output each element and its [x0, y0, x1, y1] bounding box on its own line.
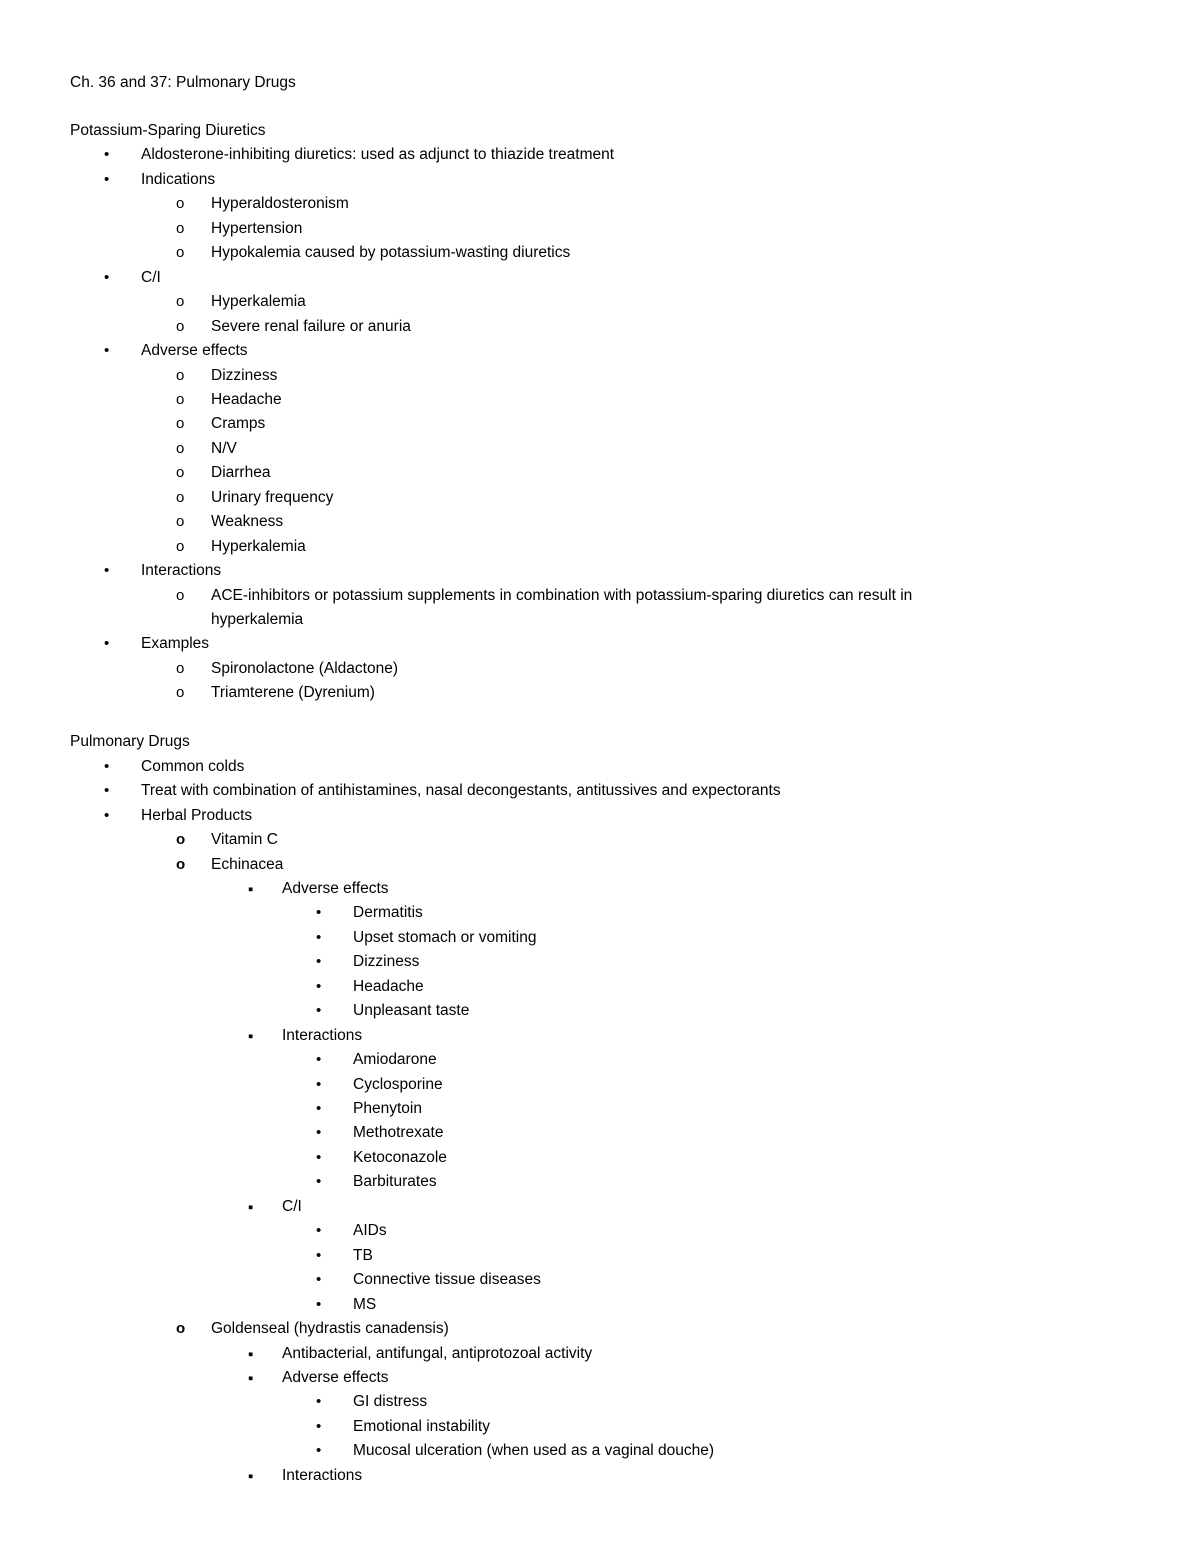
- square-bullet-icon: ▪: [248, 1198, 254, 1216]
- list-item: Triamterene (Dyrenium): [211, 684, 375, 702]
- list-item: MS: [353, 1295, 377, 1313]
- list-item: Mucosal ulceration (when used as a vaginal douche): [353, 1442, 715, 1460]
- circle-bullet-icon: o: [176, 1320, 186, 1338]
- list-item: Dizziness: [211, 366, 278, 384]
- circle-bullet-icon: o: [176, 293, 185, 311]
- circle-bullet-icon: o: [176, 464, 185, 482]
- list-item: Barbiturates: [353, 1173, 437, 1191]
- list-item: Treat with combination of antihistamines, nasal decongestants, antitussives and expectorants: [141, 782, 781, 800]
- list-item: Unpleasant taste: [353, 1002, 470, 1020]
- bullet-icon: •: [316, 1393, 322, 1411]
- list-item: Severe renal failure or anuria: [211, 317, 411, 335]
- bullet-icon: •: [316, 953, 322, 971]
- list-item: Interactions: [282, 1026, 363, 1044]
- bullet-icon: •: [104, 146, 110, 164]
- list-item: AIDs: [353, 1222, 387, 1240]
- circle-bullet-icon: o: [176, 831, 186, 849]
- list-item: Diarrhea: [211, 464, 271, 482]
- list-item: Hyperaldosteronism: [211, 195, 349, 213]
- list-item: Spironolactone (Aldactone): [211, 659, 398, 677]
- circle-bullet-icon: o: [176, 244, 185, 262]
- list-item: Cramps: [211, 415, 266, 433]
- bullet-icon: •: [104, 782, 110, 800]
- bullet-icon: •: [316, 1075, 322, 1093]
- list-item: Examples: [141, 635, 210, 653]
- circle-bullet-icon: o: [176, 586, 185, 604]
- circle-bullet-icon: o: [176, 659, 185, 677]
- section-heading: Pulmonary Drugs: [70, 733, 190, 751]
- list-item: Interactions: [282, 1466, 363, 1484]
- page-title: Ch. 36 and 37: Pulmonary Drugs: [70, 74, 296, 91]
- circle-bullet-icon: o: [176, 439, 185, 457]
- circle-bullet-icon: o: [176, 684, 185, 702]
- list-item: Emotional instability: [353, 1417, 490, 1435]
- circle-bullet-icon: o: [176, 537, 185, 555]
- list-item: N/V: [211, 439, 237, 457]
- list-item: Herbal Products: [141, 806, 253, 824]
- list-item: Ketoconazole: [353, 1148, 447, 1166]
- list-item: Amiodarone: [353, 1051, 437, 1069]
- bullet-icon: •: [104, 806, 110, 824]
- list-item: Common colds: [141, 757, 245, 775]
- bullet-icon: •: [316, 1124, 322, 1142]
- bullet-icon: •: [316, 904, 322, 922]
- list-item: Phenytoin: [353, 1100, 422, 1117]
- list-item: C/I: [141, 268, 161, 286]
- square-bullet-icon: ▪: [248, 880, 254, 898]
- circle-bullet-icon: o: [176, 219, 185, 237]
- list-item: Connective tissue diseases: [353, 1271, 541, 1289]
- list-item: C/I: [282, 1197, 302, 1215]
- bullet-icon: •: [104, 757, 110, 775]
- list-item: Adverse effects: [141, 342, 248, 360]
- list-item: Cyclosporine: [353, 1075, 443, 1093]
- bullet-icon: •: [316, 1222, 322, 1240]
- bullet-icon: •: [316, 1148, 322, 1166]
- list-item: Aldosterone-inhibiting diuretics: used as adjunct to thiazide treatment: [141, 146, 615, 164]
- bullet-icon: •: [316, 1442, 322, 1460]
- list-item: Headache: [211, 390, 282, 408]
- list-item: Upset stomach or vomiting: [353, 928, 537, 946]
- list-item: Adverse effects: [282, 1368, 389, 1386]
- list-item: Adverse effects: [282, 879, 389, 897]
- list-item: Hypokalemia caused by potassium-wasting diuretics: [211, 244, 571, 262]
- bullet-icon: •: [316, 1002, 322, 1020]
- bullet-icon: •: [316, 1246, 322, 1264]
- circle-bullet-icon: o: [176, 488, 185, 506]
- list-item: Vitamin C: [211, 831, 278, 849]
- list-item: Interactions: [141, 562, 222, 580]
- circle-bullet-icon: o: [176, 513, 185, 531]
- list-item: Echinacea: [211, 855, 284, 873]
- bullet-icon: •: [104, 562, 110, 580]
- square-bullet-icon: ▪: [248, 1369, 254, 1387]
- circle-bullet-icon: o: [176, 195, 185, 213]
- bullet-icon: •: [316, 1173, 322, 1191]
- bullet-icon: •: [316, 977, 322, 995]
- circle-bullet-icon: o: [176, 366, 185, 384]
- bullet-icon: •: [316, 1271, 322, 1289]
- list-item: Dizziness: [353, 953, 420, 971]
- list-item: Urinary frequency: [211, 488, 334, 506]
- square-bullet-icon: ▪: [248, 1345, 254, 1363]
- list-item: GI distress: [353, 1393, 428, 1411]
- bullet-icon: •: [316, 1417, 322, 1435]
- list-item: Methotrexate: [353, 1124, 444, 1142]
- list-item: Goldenseal (hydrastis canadensis): [211, 1320, 449, 1338]
- list-item: ACE-inhibitors or potassium supplements in combination with potassium-sparing diuretics can result in: [211, 586, 913, 604]
- list-item: hyperkalemia: [211, 611, 304, 628]
- square-bullet-icon: ▪: [248, 1027, 254, 1045]
- list-item: Antibacterial, antifungal, antiprotozoal activity: [282, 1344, 593, 1362]
- circle-bullet-icon: o: [176, 317, 185, 335]
- circle-bullet-icon: o: [176, 390, 185, 408]
- list-item: Dermatitis: [353, 904, 423, 922]
- list-item: Hyperkalemia: [211, 293, 306, 311]
- bullet-icon: •: [316, 1051, 322, 1069]
- section-heading: Potassium-Sparing Diuretics: [70, 122, 266, 139]
- bullet-icon: •: [316, 1295, 322, 1313]
- list-item: Hypertension: [211, 219, 303, 237]
- bullet-icon: •: [104, 170, 110, 188]
- bullet-icon: •: [316, 928, 322, 946]
- list-item: Indications: [141, 170, 216, 188]
- circle-bullet-icon: o: [176, 415, 185, 433]
- list-item: TB: [353, 1246, 373, 1264]
- circle-bullet-icon: o: [176, 855, 186, 873]
- list-item: Weakness: [211, 513, 284, 531]
- list-item: Headache: [353, 977, 424, 995]
- square-bullet-icon: ▪: [248, 1467, 254, 1485]
- bullet-icon: •: [104, 635, 110, 653]
- bullet-icon: •: [316, 1100, 322, 1117]
- bullet-icon: •: [104, 342, 110, 360]
- bullet-icon: •: [104, 268, 110, 286]
- list-item: Hyperkalemia: [211, 537, 306, 555]
